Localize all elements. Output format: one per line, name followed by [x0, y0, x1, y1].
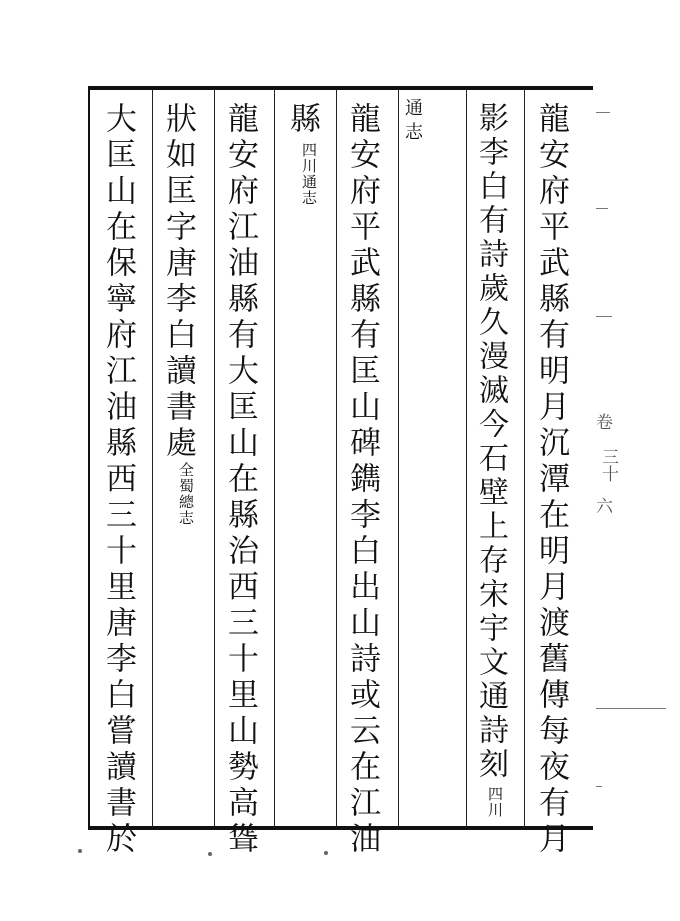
- text-column-5: 縣: [284, 102, 320, 138]
- column-rule: [398, 90, 399, 826]
- source-note-quanshu-zongzhi: 全蜀總志: [177, 462, 195, 526]
- text-column-8: 大匡山在保寧府江油縣西三十里唐李白嘗讀書於: [100, 102, 136, 858]
- edge-mark: [596, 112, 610, 113]
- column-rule: [274, 90, 275, 826]
- text-column-7: 狀如匡字唐李白讀書處: [160, 102, 196, 462]
- ink-speck: [208, 852, 212, 856]
- frame-bottom-border: [88, 826, 593, 830]
- column-rule: [524, 90, 525, 826]
- edge-glyph: 三十: [598, 448, 618, 482]
- edge-mark: [596, 786, 602, 787]
- ink-speck: [324, 851, 328, 855]
- text-column-1: 龍安府平武縣有明月沉潭在明月渡舊傳每夜有月: [533, 102, 569, 858]
- edge-mark: [596, 316, 612, 317]
- text-column-2: 影李白有詩歲久漫滅今石壁上存宋宇文通詩刻: [473, 102, 508, 782]
- text-column-6: 龍安府江油縣有大匡山在縣治西三十里山勢高聳: [222, 102, 258, 858]
- column-rule: [214, 90, 215, 826]
- column-rule: [152, 90, 153, 826]
- edge-mark: [596, 708, 666, 709]
- text-column-4: 龍安府平武縣有匡山碑鐫李白出山詩或云在江油: [344, 102, 380, 858]
- source-note-sichuan-tongzhi: 四川通志: [300, 142, 318, 206]
- page-edge-margin: [596, 90, 672, 826]
- source-note-sichuan: 四川: [486, 786, 504, 818]
- column-rule: [466, 90, 467, 826]
- source-note-tongzhi: 通志: [402, 98, 423, 146]
- column-rule: [336, 90, 337, 826]
- edge-glyph: 六: [596, 497, 613, 517]
- frame-left-border: [88, 86, 90, 830]
- ink-speck: [78, 849, 82, 853]
- frame-top-border: [88, 86, 593, 90]
- edge-glyph: 卷: [596, 413, 613, 433]
- edge-mark: [596, 208, 608, 209]
